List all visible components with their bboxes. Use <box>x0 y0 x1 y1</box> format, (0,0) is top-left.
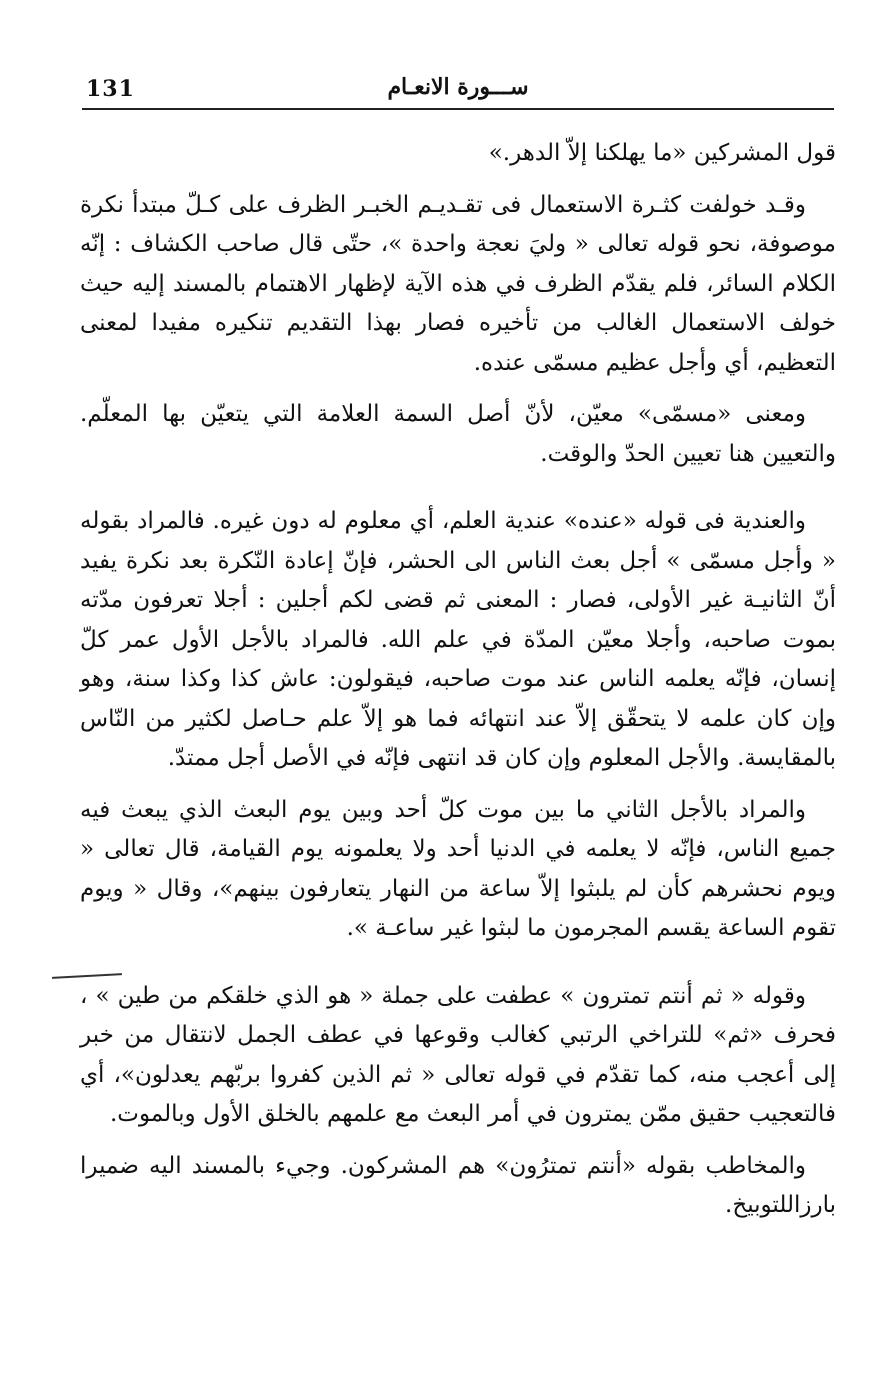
surah-title: ســـورة الانعـام <box>387 74 529 100</box>
paragraph: قول المشركين «ما يهلكنا إلاّ الدهر.» <box>488 140 836 166</box>
marked-paragraph <box>80 977 836 1135</box>
paragraph: ومعنى «مسمّى» معيّن، لأنّ أصل السمة العلامة التي يتعيّن بها المعلّم. والتعيين هنا تعيين الحدّ والوقت. <box>80 401 836 467</box>
paragraph: والمخاطب بقوله «أنتم تمترُون» هم المشركون. وجيء بالمسند اليه ضميرا بارزاللتوبيخ. <box>80 1152 836 1218</box>
paragraph: وقـد خولفت كثـرة الاستعمال فى تقـديـم الخبـر الظرف على كـلّ مبتدأ نكرة موصوفة، نحو قوله تعالى « وليَ نعجة واحدة »، حتّى قال صاحب الكشاف : إنّه الكلام السائر، فلم يقدّم الظرف في هذه الآية لإظهار الاهتمام بالمسند إليه حيث خولف الاستعمال الغالب من تأخيره فصار بهذا التقديم تنكيره مفيدا لمعنى التعظيم، أي وأجل عظيم مسمّى عنده. <box>80 191 836 376</box>
page-body <box>80 134 836 1238</box>
paragraph: والمراد بالأجل الثاني ما بين موت كلّ أحد وبين يوم البعث الذي يبعث فيه جميع الناس، فإنّه لا يعلمه في الدنيا أحد ولا يعلمونه يوم القيامة، قال تعالى « ويوم نحشرهم كأن لم يلبثوا إلاّ ساعة من النهار يتعارفون بينهم»، وقال « ويوم تقوم الساعة يقسم المجرمون ما لبثوا غير ساعـة ». <box>80 796 836 941</box>
paragraph-gap <box>80 486 836 502</box>
page-number: 131 <box>86 76 135 102</box>
page-header <box>82 72 834 110</box>
paragraph-text: وقوله « ثم أنتم تمترون » عطفت على جملة « هو الذي خلقكم من طين » ، فحرف «ثم» للتراخي الرتبي كغالب وقوعها في عطف الجمل لانتقال من خبر إلى أعجب منه، كما تقدّم في قوله تعالى « ثم الذين كفروا بربّهم يعدلون»، أي فالتعجيب حقيق ممّن يمترون في أمر البعث مع علمهم بالخلق الأول وبالموت. <box>80 982 836 1127</box>
paragraph-gap <box>80 961 836 977</box>
paragraph: والعندية فى قوله «عنده» عندية العلم، أي معلوم له دون غيره. فالمراد بقوله « وأجل مسمّى » أجل بعث الناس الى الحشر، فإنّ إعادة النّكرة بعد نكرة يفيد أنّ الثانيـة غير الأولى، فصار : المعنى ثم قضى لكم أجلين : أجلا تعرفون مدّته بموت صاحبه، وأجلا معيّن المدّة في علم الله. فالمراد بالأجل الأول عمر كلّ إنسان، فإنّه يعلمه الناس عند موت صاحبه، فيقولون: عاش كذا وكذا سنة، وهو وإن كان علمه لا يتحقّق إلاّ عند انتهائه فما هو إلاّ علم حـاصل لكثير من النّاس بالمقايسة. والأجل المعلوم وإن كان قد انتهى فإنّه في الأصل أجل ممتدّ. <box>80 508 836 771</box>
